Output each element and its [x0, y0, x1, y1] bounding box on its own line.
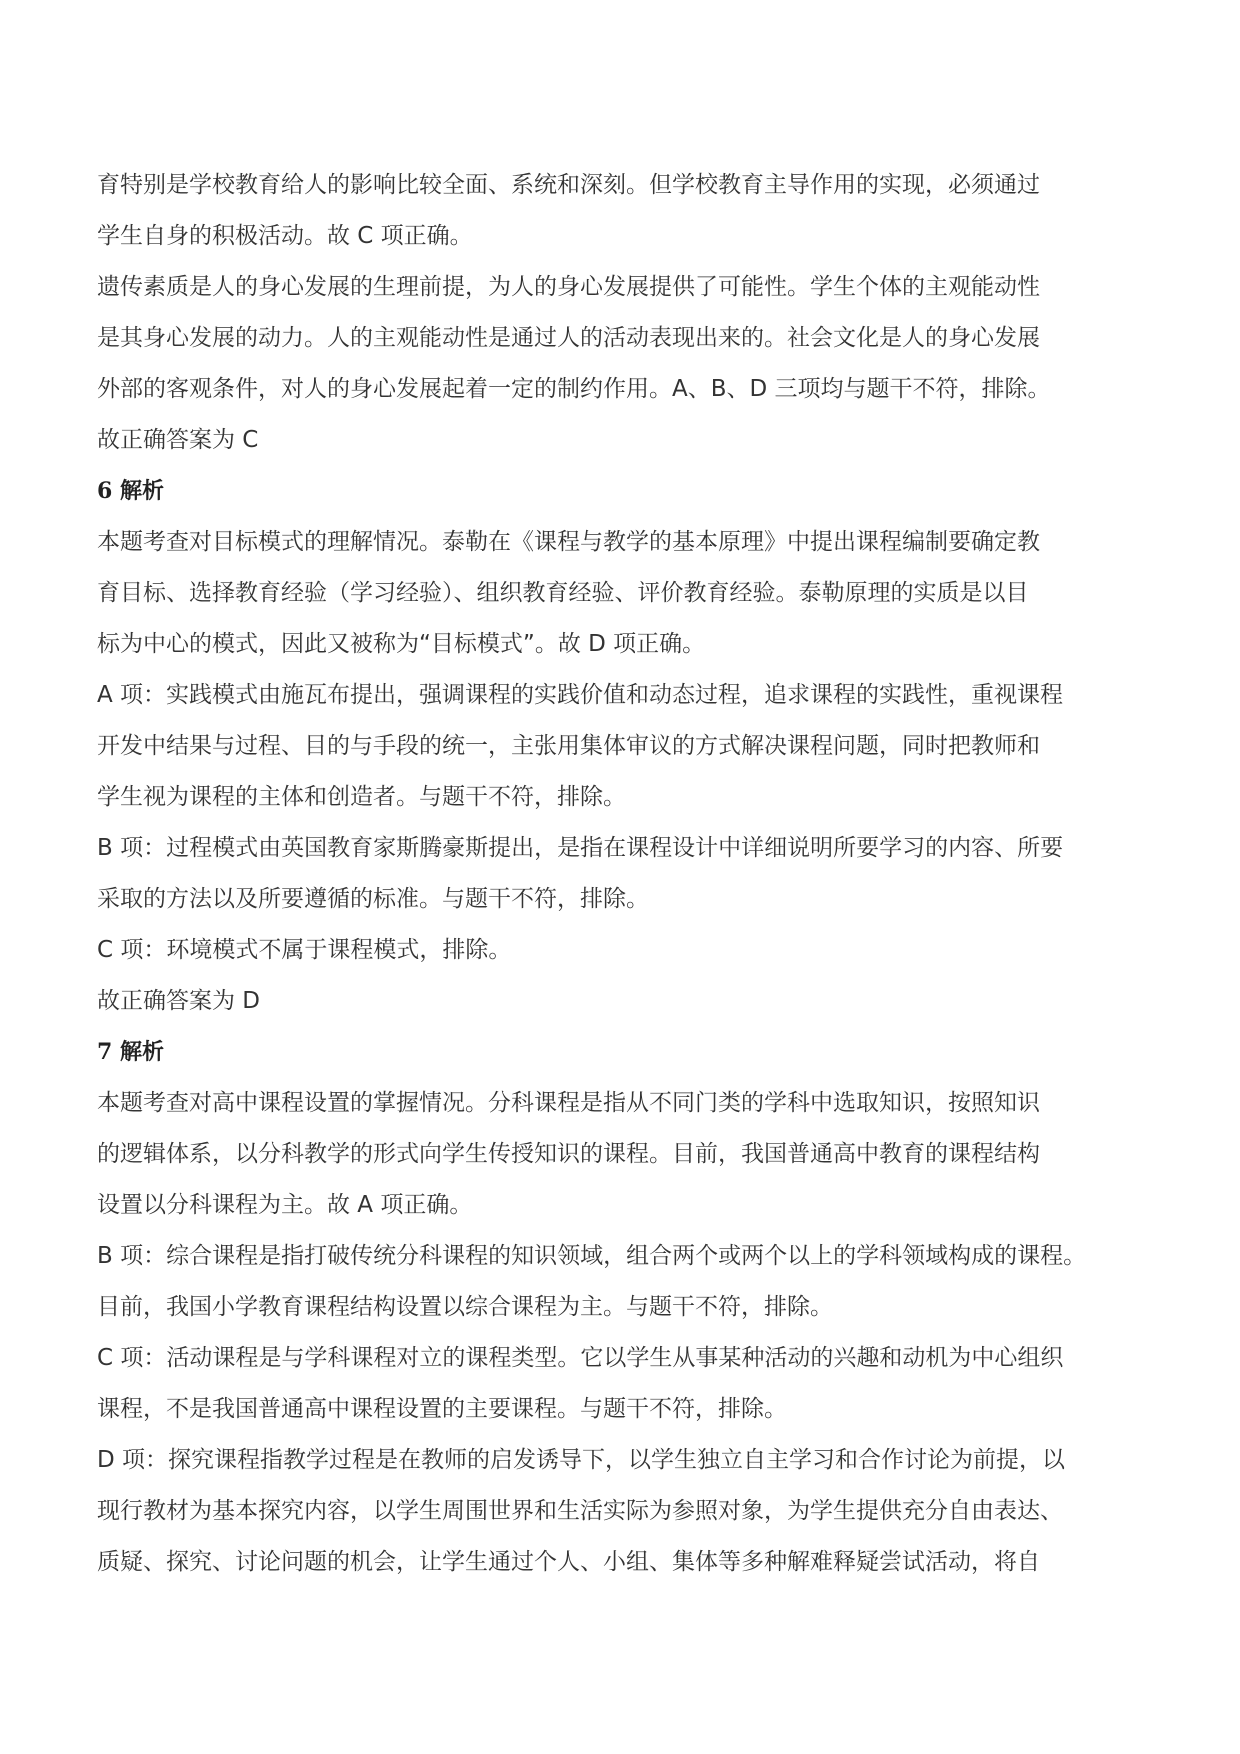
paragraph-line: 目前，我国小学教育课程结构设置以综合课程为主。与题干不符，排除。	[97, 1294, 833, 1320]
answer-line: 故正确答案为 D	[97, 988, 261, 1014]
paragraph-line: 的逻辑体系，以分科教学的形式向学生传授知识的课程。目前，我国普通高中教育的课程结构	[97, 1141, 1040, 1167]
paragraph-line: C 项：环境模式不属于课程模式，排除。	[97, 937, 512, 963]
paragraph-line: 育特别是学校教育给人的影响比较全面、系统和深刻。但学校教育主导作用的实现，必须通过	[97, 172, 1040, 198]
paragraph-line: B 项：综合课程是指打破传统分科课程的知识领域，组合两个或两个以上的学科领域构成的课程。	[97, 1243, 1087, 1269]
paragraph-line: 标为中心的模式，因此又被称为“目标模式”。故 D 项正确。	[97, 631, 706, 657]
paragraph-line: 学生视为课程的主体和创造者。与题干不符，排除。	[97, 784, 626, 810]
paragraph-line: 质疑、探究、讨论问题的机会，让学生通过个人、小组、集体等多种解难释疑尝试活动，将自	[97, 1549, 1040, 1575]
answer-line: 故正确答案为 C	[97, 427, 259, 453]
paragraph-line: 本题考查对高中课程设置的掌握情况。分科课程是指从不同门类的学科中选取知识，按照知识	[97, 1090, 1040, 1116]
section-heading: 7 解析	[97, 1039, 164, 1065]
paragraph-line: 课程，不是我国普通高中课程设置的主要课程。与题干不符，排除。	[97, 1396, 787, 1422]
paragraph-line: A 项：实践模式由施瓦布提出，强调课程的实践价值和动态过程，追求课程的实践性，重视课程	[97, 682, 1064, 708]
paragraph-line: 是其身心发展的动力。人的主观能动性是通过人的活动表现出来的。社会文化是人的身心发展	[97, 325, 1040, 351]
paragraph-line: 设置以分科课程为主。故 A 项正确。	[97, 1192, 473, 1218]
paragraph-line: 采取的方法以及所要遵循的标准。与题干不符，排除。	[97, 886, 649, 912]
paragraph-line: 遗传素质是人的身心发展的生理前提，为人的身心发展提供了可能性。学生个体的主观能动性	[97, 274, 1040, 300]
paragraph-line: C 项：活动课程是与学科课程对立的课程类型。它以学生从事某种活动的兴趣和动机为中心组织	[97, 1345, 1064, 1371]
paragraph-line: 学生自身的积极活动。故 C 项正确。	[97, 223, 473, 249]
paragraph-line: 开发中结果与过程、目的与手段的统一，主张用集体审议的方式解决课程问题，同时把教师和	[97, 733, 1040, 759]
paragraph-line: 本题考查对目标模式的理解情况。泰勒在《课程与教学的基本原理》中提出课程编制要确定教	[97, 529, 1040, 555]
paragraph-line: 现行教材为基本探究内容，以学生周围世界和生活实际为参照对象，为学生提供充分自由表达、	[97, 1498, 1063, 1524]
paragraph-line: D 项：探究课程指教学过程是在教师的启发诱导下，以学生独立自主学习和合作讨论为前提，以	[97, 1447, 1066, 1473]
paragraph-line: 育目标、选择教育经验（学习经验）、组织教育经验、评价教育经验。泰勒原理的实质是以目	[97, 580, 1029, 606]
document-body	[97, 160, 1177, 1588]
paragraph-line: B 项：过程模式由英国教育家斯腾豪斯提出，是指在课程设计中详细说明所要学习的内容、所要	[97, 835, 1064, 861]
paragraph-line: 外部的客观条件，对人的身心发展起着一定的制约作用。A、B、D 三项均与题干不符，排除。	[97, 376, 1051, 402]
section-heading: 6 解析	[97, 478, 164, 504]
